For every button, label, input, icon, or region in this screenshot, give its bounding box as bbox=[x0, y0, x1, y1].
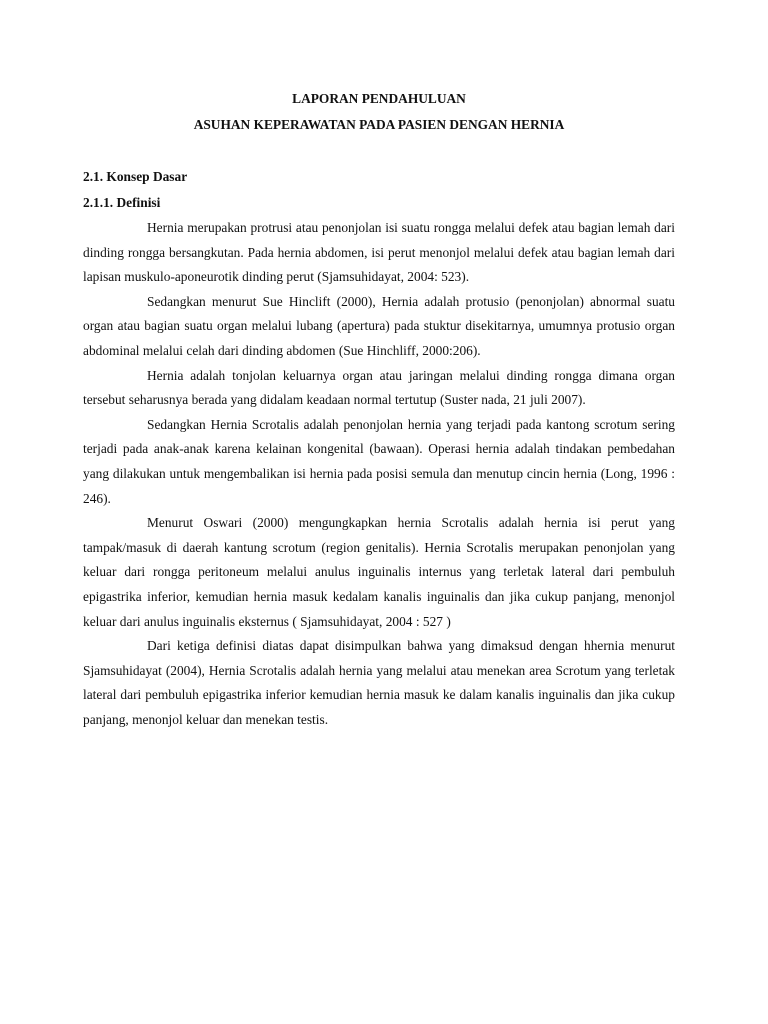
paragraph-3: Hernia adalah tonjolan keluarnya organ atau jaringan melalui dinding rongga dimana organ tersebut seharusnya berada yang didalam keadaan normal tertutup (Suster nada, 21 juli 2007). bbox=[83, 367, 675, 408]
paragraph-4: Sedangkan Hernia Scrotalis adalah penonjolan hernia yang terjadi pada kantong scrotum sering terjadi pada anak-anak karena kelainan kongenital (bawaan). Operasi hernia adalah tindakan pembedahan yang dilakukan untuk mengembalikan isi hernia pada posisi semula dan menutup cincin hernia (Long, 1996 : 246). bbox=[83, 416, 675, 506]
subsection-heading: 2.1.1. Definisi bbox=[83, 195, 161, 210]
paragraph-1: Hernia merupakan protrusi atau penonjolan isi suatu rongga melalui defek atau bagian lemah dari dinding rongga bersangkutan. Pada hernia abdomen, isi perut menonjol melalui defek atau bagian lemah dari lapisan muskulo-aponeurotik dinding perut (Sjamsuhidayat, 2004: 523). bbox=[83, 220, 675, 285]
document-body bbox=[83, 86, 675, 732]
paragraph-2: Sedangkan menurut Sue Hinclift (2000), Hernia adalah protusio (penonjolan) abnormal suatu organ atau bagian suatu organ melalui lubang (apertura) pada stuktur disekitarnya, umumnya protusio organ abdominal melalui celah dari dinding abdomen (Sue Hinchliff, 2000:206). bbox=[83, 293, 675, 358]
document-title: LAPORAN PENDAHULUAN bbox=[292, 91, 466, 106]
document-subtitle: ASUHAN KEPERAWATAN PADA PASIEN DENGAN HERNIA bbox=[193, 117, 565, 132]
section-heading: 2.1. Konsep Dasar bbox=[83, 169, 188, 184]
paragraph-6: Dari ketiga definisi diatas dapat disimpulkan bahwa yang dimaksud dengan hhernia menurut Sjamsuhidayat (2004), Hernia Scrotalis adalah hernia yang melalui atau menekan area Scrotum yang terletak lateral dari pembuluh epigastrika inferior kemudian hernia masuk ke dalam kanalis inguinalis dan jika cukup panjang, menonjol keluar dan menekan testis. bbox=[83, 638, 675, 727]
paragraph-5: Menurut Oswari (2000) mengungkapkan hernia Scrotalis adalah hernia isi perut yang tampak/masuk di daerah kantung scrotum (region genitalis). Hernia Scrotalis merupakan penonjolan yang keluar dari rongga peritoneum melalui anulus inguinalis internus yang terletak lateral dari pembuluh epigastrika inferior, kemudian hernia masuk kedalam kanalis inguinalis dan jika cukup panjang, menonjol keluar dari anulus inguinalis eksternus ( Sjamsuhidayat, 2004 : 527 ) bbox=[83, 515, 675, 629]
